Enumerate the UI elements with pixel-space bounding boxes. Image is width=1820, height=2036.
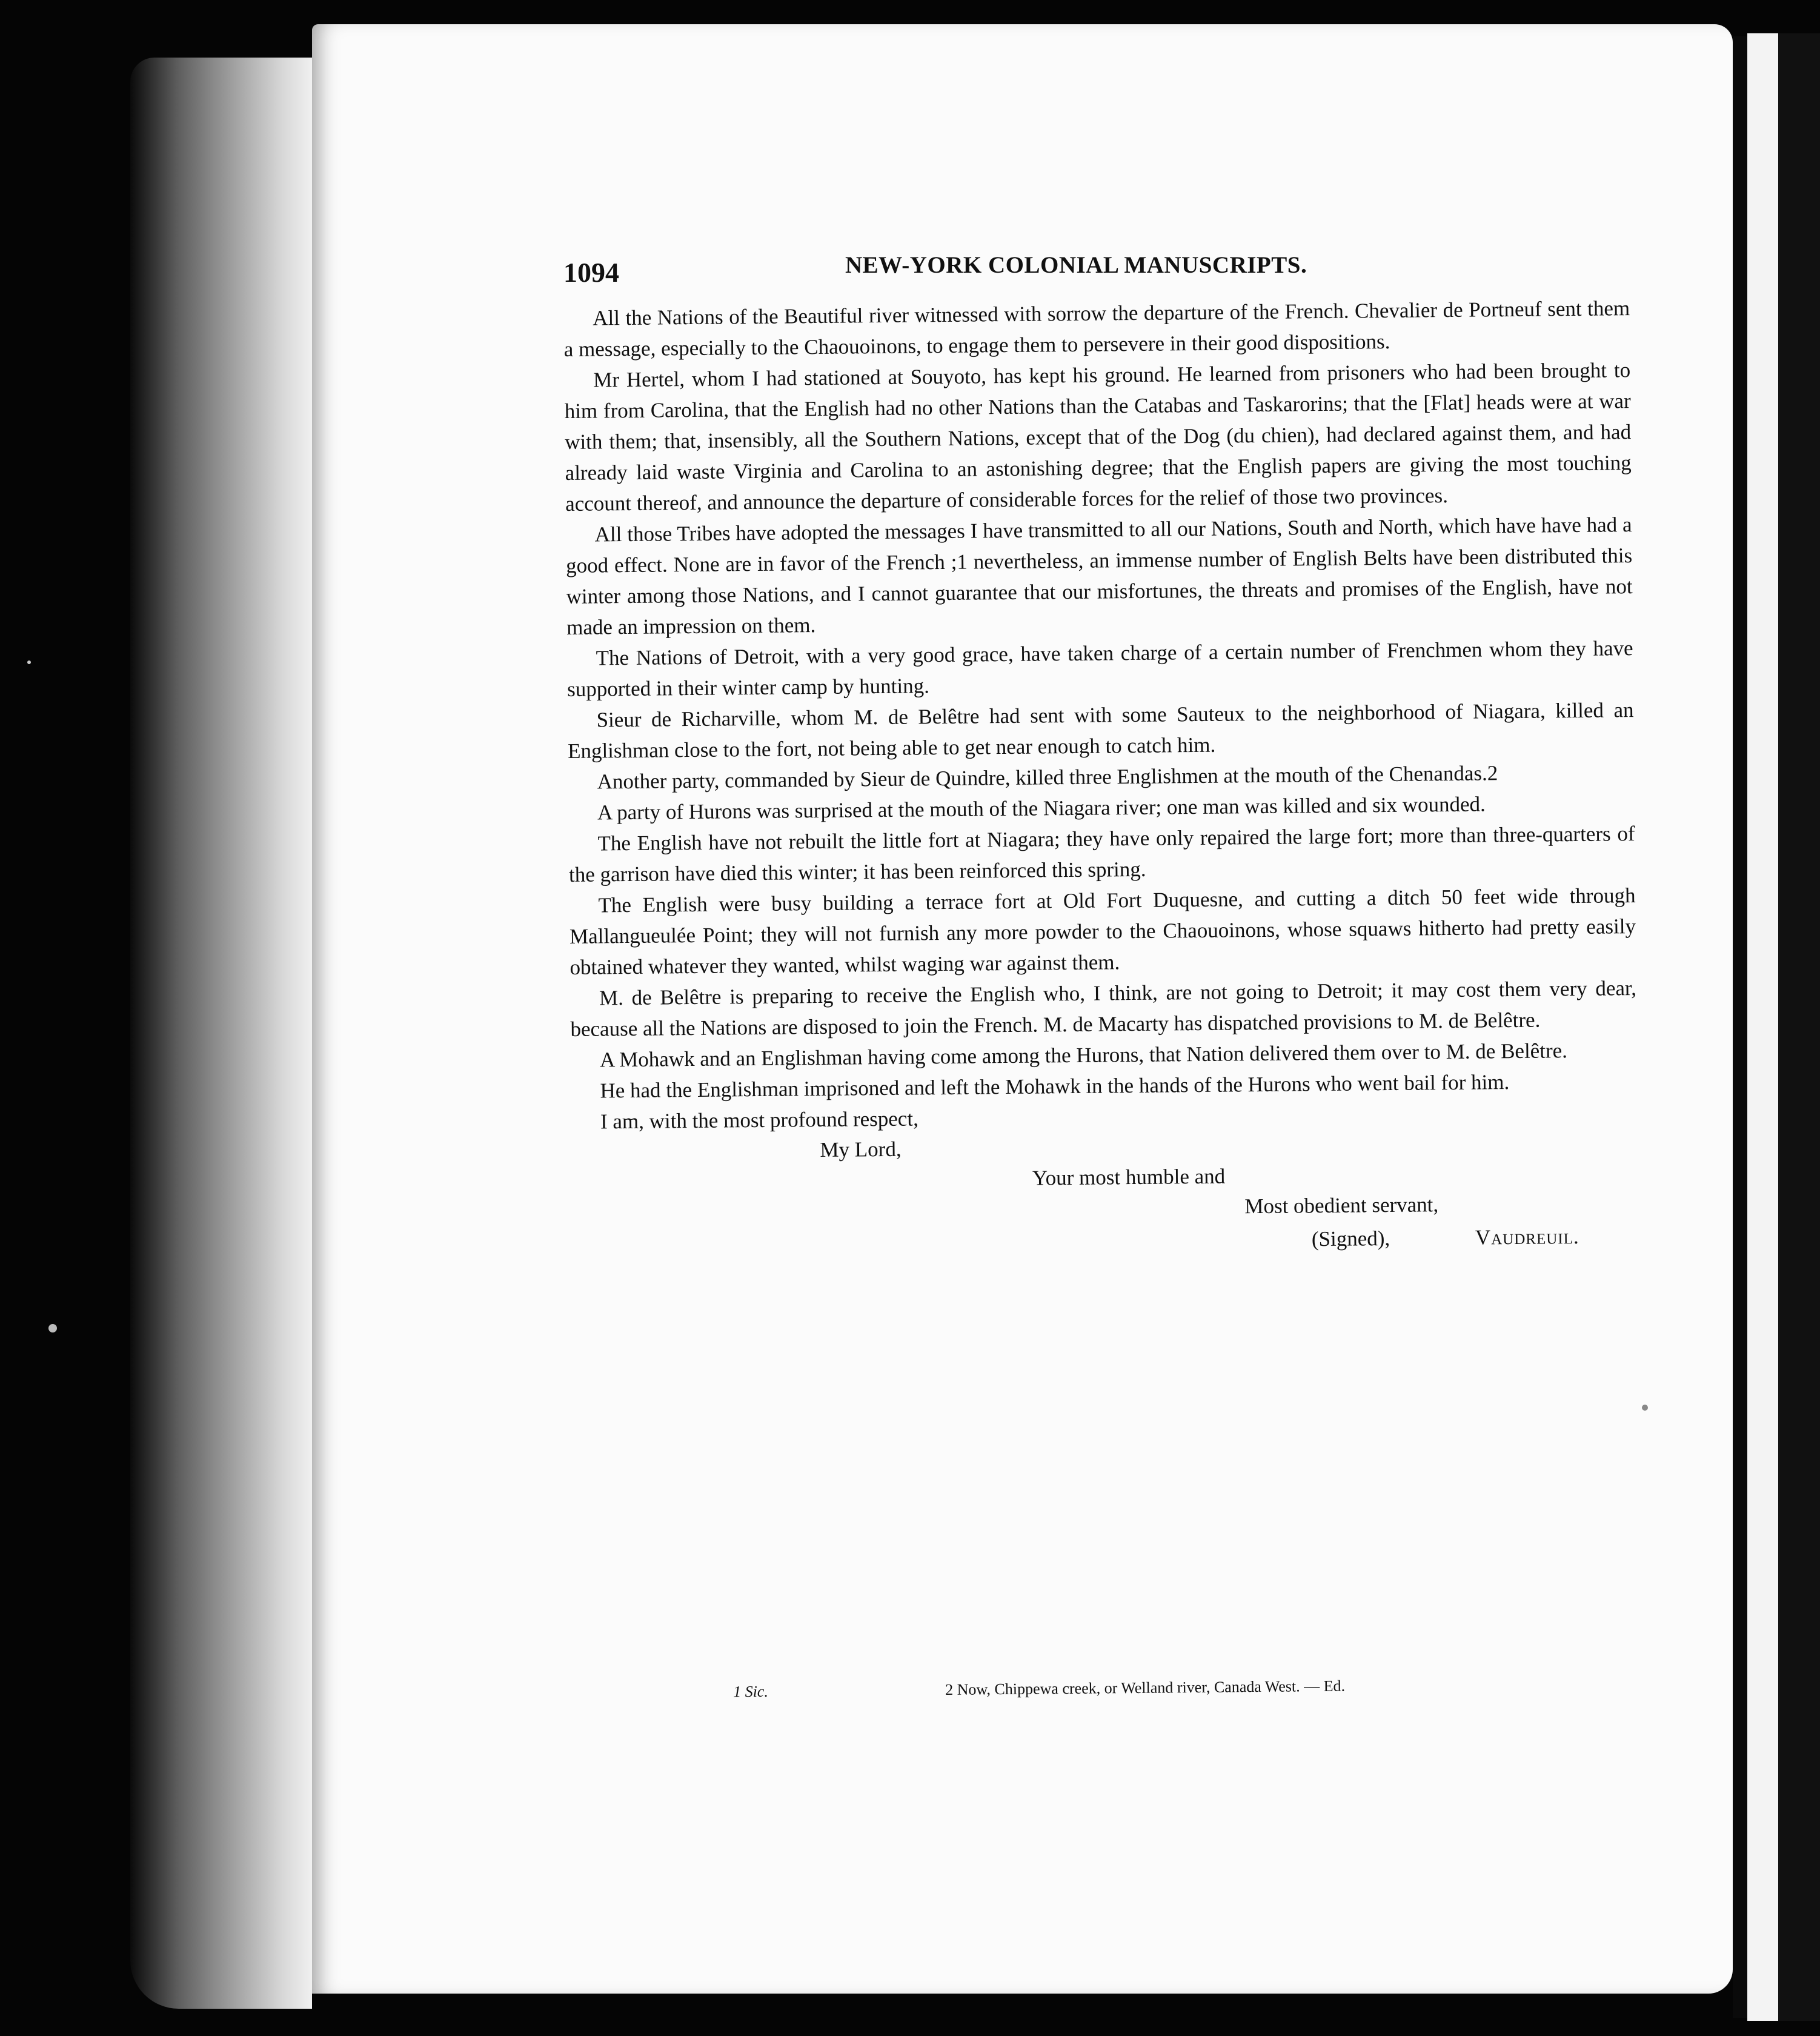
paragraph: M. de Belêtre is preparing to receive the English who, I think, are not going to Detroit; it may cost them very dear, because all the Nations are disposed to join the French. M. de Macarty has dispatched provisions to M. de Belêtre. (570, 976, 1637, 1041)
letter-body (563, 293, 1639, 1282)
book-gutter (1733, 36, 1747, 2018)
closing-block (571, 1096, 1639, 1282)
page-header (563, 239, 1696, 294)
footnote: 2 Now, Chippewa creek, or Welland river, Canada West. — Ed. (945, 1677, 1346, 1698)
closing-line: Your most humble and (1032, 1164, 1226, 1190)
closing-respect: I am, with the most profound respect, (600, 1106, 919, 1134)
scan-speck (48, 1324, 57, 1332)
running-title: NEW-YORK COLONIAL MANUSCRIPTS. (845, 252, 1307, 278)
paragraph: He had the Englishman imprisoned and left the Mohawk in the hands of the Hurons who went bail for him. (600, 1070, 1510, 1103)
paragraph: The English have not rebuilt the little fort at Niagara; they have only repaired the large fort; more than three-quarters of the garrison have died this winter; it has been reinforced this spring. (568, 822, 1635, 887)
paragraph: Sieur de Richarville, whom M. de Belêtre had sent with some Sauteux to the neighborhood of Niagara, killed an Englishman close to the fort, not being able to get near enough to catch him. (567, 698, 1634, 763)
signature-name: Vaudreuil. (1475, 1224, 1579, 1249)
paragraph: All the Nations of the Beautiful river witnessed with sorrow the departure of the French. Chevalier de Portneuf sent them a message, especially to the Chaouoinons, to engage them to persevere in their good dispositions. (563, 296, 1630, 361)
signed-label: (Signed), (1311, 1226, 1390, 1251)
closing-line: Most obedient servant, (1244, 1193, 1439, 1219)
paragraph: All those Tribes have adopted the messages I have transmitted to all our Nations, South and North, which have have had a good effect. None are in favor of the French ;1 nevertheless, an immense number of English Belts have been distributed this winter among those Nations, and I cannot guarantee that our misfortunes, the threats and promises of the English, have not made an impression on them. (565, 513, 1633, 639)
facing-page-shadow (1778, 33, 1820, 2021)
paragraph: The English were busy building a terrace fort at Old Fort Duquesne, and cutting a ditch 50 feet wide through Mallangueulée Point; they will not furnish any more powder to the Chaouoinons, whose squaws hitherto had pretty easily obtained whatever they wanted, whilst waging war against them. (569, 883, 1636, 979)
paragraph: A Mohawk and an Englishman having come among the Hurons, that Nation delivered them over to M. de Belêtre. (599, 1039, 1568, 1072)
paragraph: The Nations of Detroit, with a very good grace, have taken charge of a certain number of Frenchmen whom they have supported in their winter camp by hunting. (566, 636, 1633, 701)
paragraph: Mr Hertel, whom I had stationed at Souyoto, has kept his ground. He learned from prisoners who had been brought to him from Carolina, that the English had no other Nations than the Catabas and Taskarorins; that the [Flat] heads were at war with them; that, insensibly, all the Southern Nations, except that of the Dog (du chien), had declared against them, and had already laid waste Virginia and Carolina to an astonishing degree; that the English papers are giving the most touching account thereof, and announce the departure of considerable forces for the relief of those two provinces. (564, 358, 1632, 516)
footnote: 1 Sic. (732, 1682, 769, 1701)
scan-speck (1642, 1405, 1648, 1411)
book-page-edges (130, 58, 312, 2009)
closing-salutation: My Lord, (820, 1137, 902, 1162)
paragraph: A party of Hurons was surprised at the mouth of the Niagara river; one man was killed and six wounded. (597, 792, 1486, 825)
scan-speck (27, 660, 31, 664)
paragraph: Another party, commanded by Sieur de Quindre, killed three Englishmen at the mouth of the Chenandas.2 (597, 761, 1498, 794)
page-number: 1094 (563, 257, 619, 288)
